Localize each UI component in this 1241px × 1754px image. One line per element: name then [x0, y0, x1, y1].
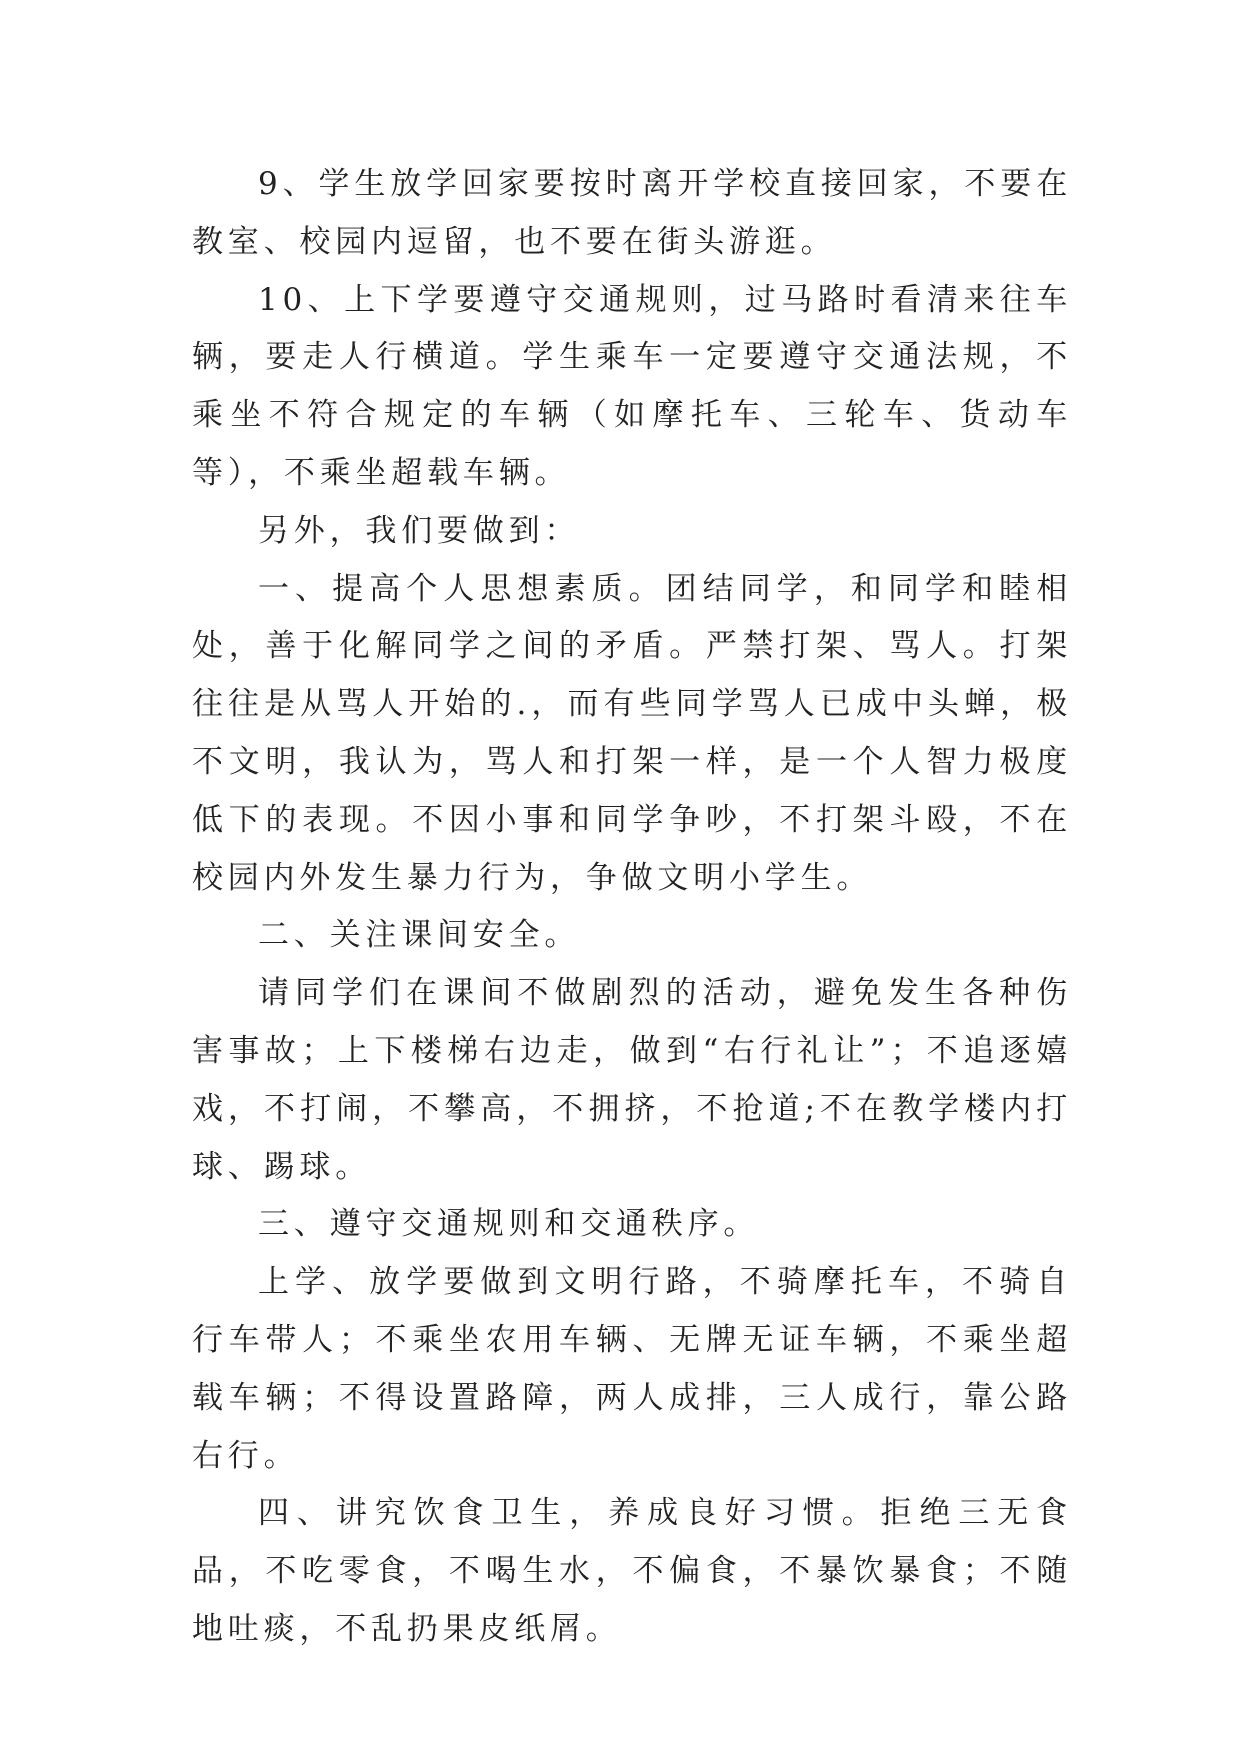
paragraph-item-10: 10、上下学要遵守交通规则，过马路时看清来往车辆，要走人行横道。学生乘车一定要遵守交通法规，不乘坐不符合规定的车辆（如摩托车、三轮车、货动车等），不乘坐超载车辆。: [192, 281, 1072, 491]
paragraph-section-2: 请同学们在课间不做剧烈的活动，避免发生各种伤害事故；上下楼梯右边走，做到“右行礼让”；不追逐嬉戏，不打闹，不攀高，不拥挤，不抢道;不在教学楼内打球、踢球。: [192, 975, 1072, 1185]
paragraph-section-1: 一、提高个人思想素质。团结同学，和同学和睦相处，善于化解同学之间的矛盾。严禁打架、骂人。打架往往是从骂人开始的.，而有些同学骂人已成中头蝉，极不文明，我认为，骂人和打架一样，是一个人智力极度低下的表现。不因小事和同学争吵，不打架斗殴，不在校园内外发生暴力行为，争做文明小学生。: [192, 570, 1072, 896]
paragraph-section-3: 上学、放学要做到文明行路，不骑摩托车，不骑自行车带人；不乘坐农用车辆、无牌无证车辆，不乘坐超载车辆；不得设置路障，两人成排，三人成行，靠公路右行。: [192, 1264, 1072, 1474]
paragraph-intro: 另外，我们要做到：: [258, 512, 581, 549]
heading-section-2: 二、关注课间安全。: [258, 917, 581, 954]
document-body: [192, 156, 1072, 1659]
paragraph-item-9: 9、学生放学回家要按时离开学校直接回家，不要在教室、校园内逗留，也不要在街头游逛。: [192, 166, 1072, 260]
heading-section-3: 三、遵守交通规则和交通秩序。: [258, 1206, 760, 1243]
paragraph-section-4: 四、讲究饮食卫生，养成良好习惯。拒绝三无食品，不吃零食，不喝生水，不偏食，不暴饮暴食；不随地吐痰，不乱扔果皮纸屑。: [192, 1495, 1072, 1647]
